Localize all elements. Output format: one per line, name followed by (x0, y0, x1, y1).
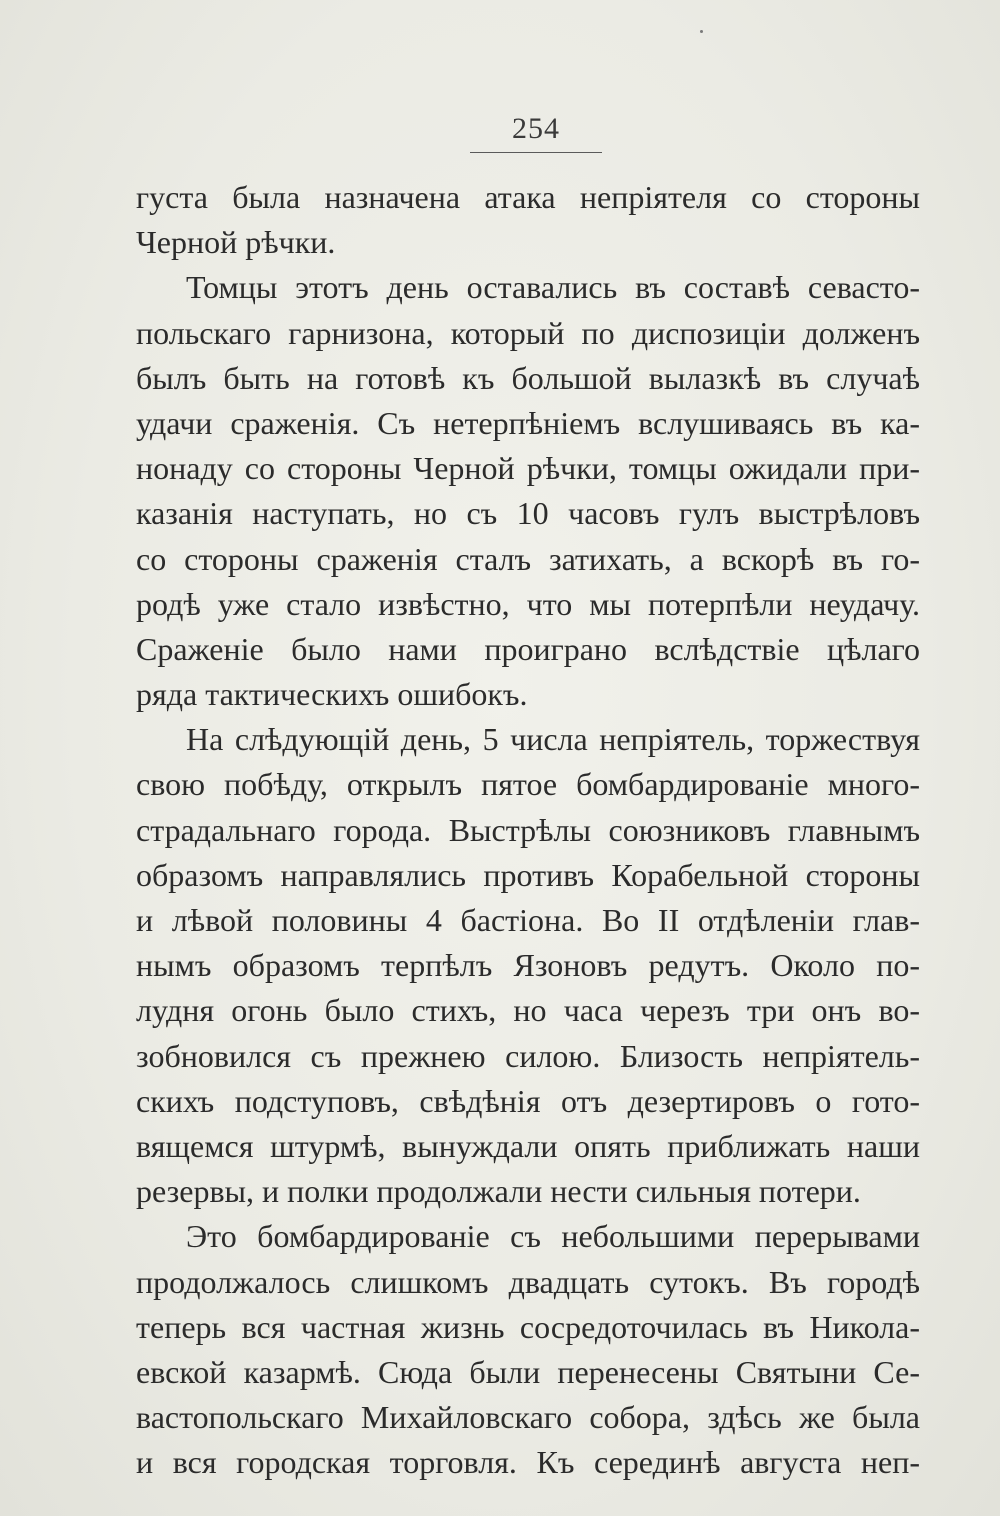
text-line: зобновился съ прежнею силою. Близость непріятель- (136, 1037, 920, 1074)
text-line: нонаду со стороны Черной рѣчки, томцы ожидали при- (136, 450, 920, 487)
text-line: густа была назначена атака непріятеля со стороны (136, 179, 920, 215)
text-line: Черной рѣчки. (136, 224, 336, 261)
text-line: Это бомбардированіе съ небольшими перерывами (186, 1218, 920, 1255)
text-line: образомъ направлялись противъ Корабельной стороны (136, 856, 920, 893)
text-line: евской казармѣ. Сюда были перенесены Святыни Се- (136, 1353, 920, 1390)
text-line: удачи сраженія. Съ нетерпѣніемъ вслушиваясь въ ка- (136, 404, 920, 441)
text-line: На слѣдующій день, 5 числа непріятель, торжествуя (186, 721, 920, 758)
text-line: польскаго гарнизона, который по диспозиціи долженъ (136, 314, 920, 351)
text-line: со стороны сраженія сталъ затихать, а вскорѣ въ го- (136, 540, 920, 577)
text-line: родѣ уже стало извѣстно, что мы потерпѣли неудачу. (136, 585, 920, 622)
text-line: былъ быть на готовѣ къ большой вылазкѣ въ случаѣ (136, 359, 920, 396)
text-line: Томцы этотъ день оставались въ составѣ севасто- (186, 269, 920, 306)
text-line: вастопольскаго Михайловскаго собора, здѣсь же была (136, 1399, 920, 1436)
text-line: ряда тактическихъ ошибокъ. (136, 676, 528, 713)
page-number-rule (470, 152, 602, 153)
text-line: и вся городская торговля. Къ серединѣ августа неп- (136, 1444, 920, 1481)
body-text (136, 175, 920, 1485)
text-line: свою побѣду, открылъ пятое бомбардированіе много- (136, 766, 920, 803)
text-line: и лѣвой половины 4 бастіона. Во II отдѣленіи глав- (136, 902, 920, 938)
text-line: вящемся штурмѣ, вынуждали опять приближать наши (136, 1127, 920, 1164)
text-line: казанія наступать, но съ 10 часовъ гулъ выстрѣловъ (136, 495, 920, 532)
text-line: нымъ образомъ терпѣлъ Язоновъ редутъ. Около по- (136, 947, 920, 984)
text-line: продолжалось слишкомъ двадцать сутокъ. Въ городѣ (136, 1263, 920, 1300)
text-line: скихъ подступовъ, свѣдѣнія отъ дезертировъ о гото- (136, 1082, 920, 1119)
text-line: лудня огонь было стихъ, но часа черезъ три онъ во- (136, 992, 920, 1029)
text-line: страдальнаго города. Выстрѣлы союзниковъ главнымъ (136, 811, 920, 848)
text-line: Сраженіе было нами проиграно вслѣдствіе цѣлаго (136, 630, 920, 667)
text-line: резервы, и полки продолжали нести сильныя потери. (136, 1173, 861, 1210)
paper-speck (700, 30, 703, 33)
page-number: 254 (512, 112, 560, 145)
text-line: теперь вся частная жизнь сосредоточилась въ Никола- (136, 1308, 920, 1345)
